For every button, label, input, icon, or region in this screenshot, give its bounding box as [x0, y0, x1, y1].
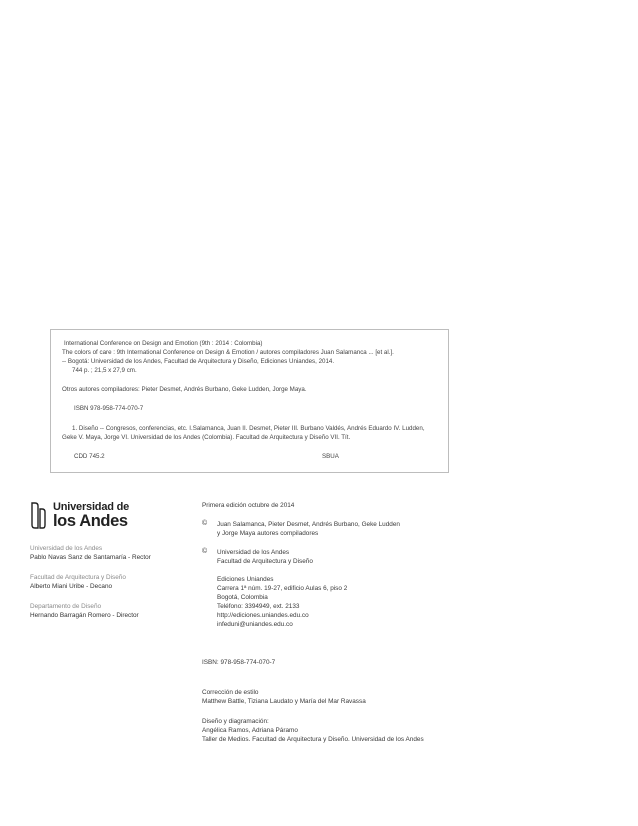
- design-workshop: Taller de Medios. Facultad de Arquitectura y Diseño. Universidad de los Andes: [202, 736, 424, 743]
- publisher-address: Carrera 1ª núm. 19-27, edificio Aulas 6, piso 2: [217, 585, 348, 592]
- design-label: Diseño y diagramación:: [202, 718, 269, 725]
- catalog-line-sbua: SBUA: [322, 453, 339, 460]
- logo-text-line2: los Andes: [53, 512, 128, 530]
- copyright-university: Universidad de los Andes: [217, 549, 290, 556]
- catalog-line-cdd: CDD 745.2: [74, 453, 105, 460]
- catalog-record-box: [50, 329, 449, 473]
- catalog-line-other-authors: Otros autores compiladores: Pieter Desmet, Andrés Burbano, Geke Ludden, Jorge Maya.: [62, 386, 307, 393]
- catalog-line-pages: 744 p. ; 21,5 x 27,9 cm.: [72, 367, 137, 374]
- publisher-phone: Teléfono: 3394949, ext. 2133: [217, 603, 300, 610]
- publisher-city: Bogotá, Colombia: [217, 594, 268, 601]
- department-label: Departamento de Diseño: [30, 603, 102, 610]
- correction-label: Corrección de estilo: [202, 689, 259, 696]
- university-logo: [30, 501, 150, 531]
- catalog-line-conference: International Conference on Design and Emotion (9th : 2014 : Colombia): [64, 340, 263, 347]
- rector-name: Pablo Navas Sanz de Santamaría - Rector: [30, 554, 151, 561]
- catalog-line-publication: -- Bogotá: Universidad de los Andes, Facultad de Arquitectura y Diseño, Ediciones Uniandes, 2014.: [62, 358, 335, 365]
- copyright-symbol-2: ©: [202, 548, 208, 555]
- isbn-text: ISBN: 978-958-774-070-7: [202, 659, 276, 666]
- catalog-line-title: The colors of care : 9th International Conference on Design & Emotion / autores compiladores Juan Salamanca ... [et al.].: [62, 349, 394, 356]
- copyright-symbol-1: ©: [202, 520, 208, 527]
- copyright-faculty: Facultad de Arquitectura y Diseño: [217, 558, 313, 565]
- director-name: Hernando Barragán Romero - Director: [30, 612, 139, 619]
- publisher-website: http://ediciones.uniandes.edu.co: [217, 612, 309, 619]
- correction-names: Matthew Battle, Tiziana Laudato y María del Mar Ravassa: [202, 698, 366, 705]
- copyright-authors-line2: y Jorge Maya autores compiladores: [217, 530, 319, 537]
- catalog-line-subjects-cont: Geke V. Maya, Jorge VI. Universidad de los Andes (Colombia). Facultad de Arquitectura y Diseño VII. Tít.: [62, 434, 351, 441]
- logo-text-line1: Universidad de: [53, 501, 130, 513]
- university-label: Universidad de los Andes: [30, 545, 103, 552]
- dean-name: Alberto Miani Uribe - Decano: [30, 583, 113, 590]
- design-names: Angélica Ramos, Adriana Páramo: [202, 727, 298, 734]
- copyright-authors-line1: Juan Salamanca, Pieter Desmet, Andrés Burbano, Geke Ludden: [217, 521, 400, 528]
- university-emblem-icon: [30, 501, 46, 529]
- catalog-line-isbn: ISBN 978-958-774-070-7: [74, 405, 144, 412]
- edition-text: Primera edición octubre de 2014: [202, 502, 295, 509]
- faculty-label: Facultad de Arquitectura y Diseño: [30, 574, 126, 581]
- catalog-line-subjects: 1. Diseño -- Congresos, conferencias, etc. I.Salamanca, Juan II. Desmet, Pieter III. Burbano Valdés, Andrés Eduardo IV. Ludden,: [72, 425, 425, 432]
- publisher-name: Ediciones Uniandes: [217, 576, 274, 583]
- publisher-email: infeduni@uniandes.edu.co: [217, 621, 293, 628]
